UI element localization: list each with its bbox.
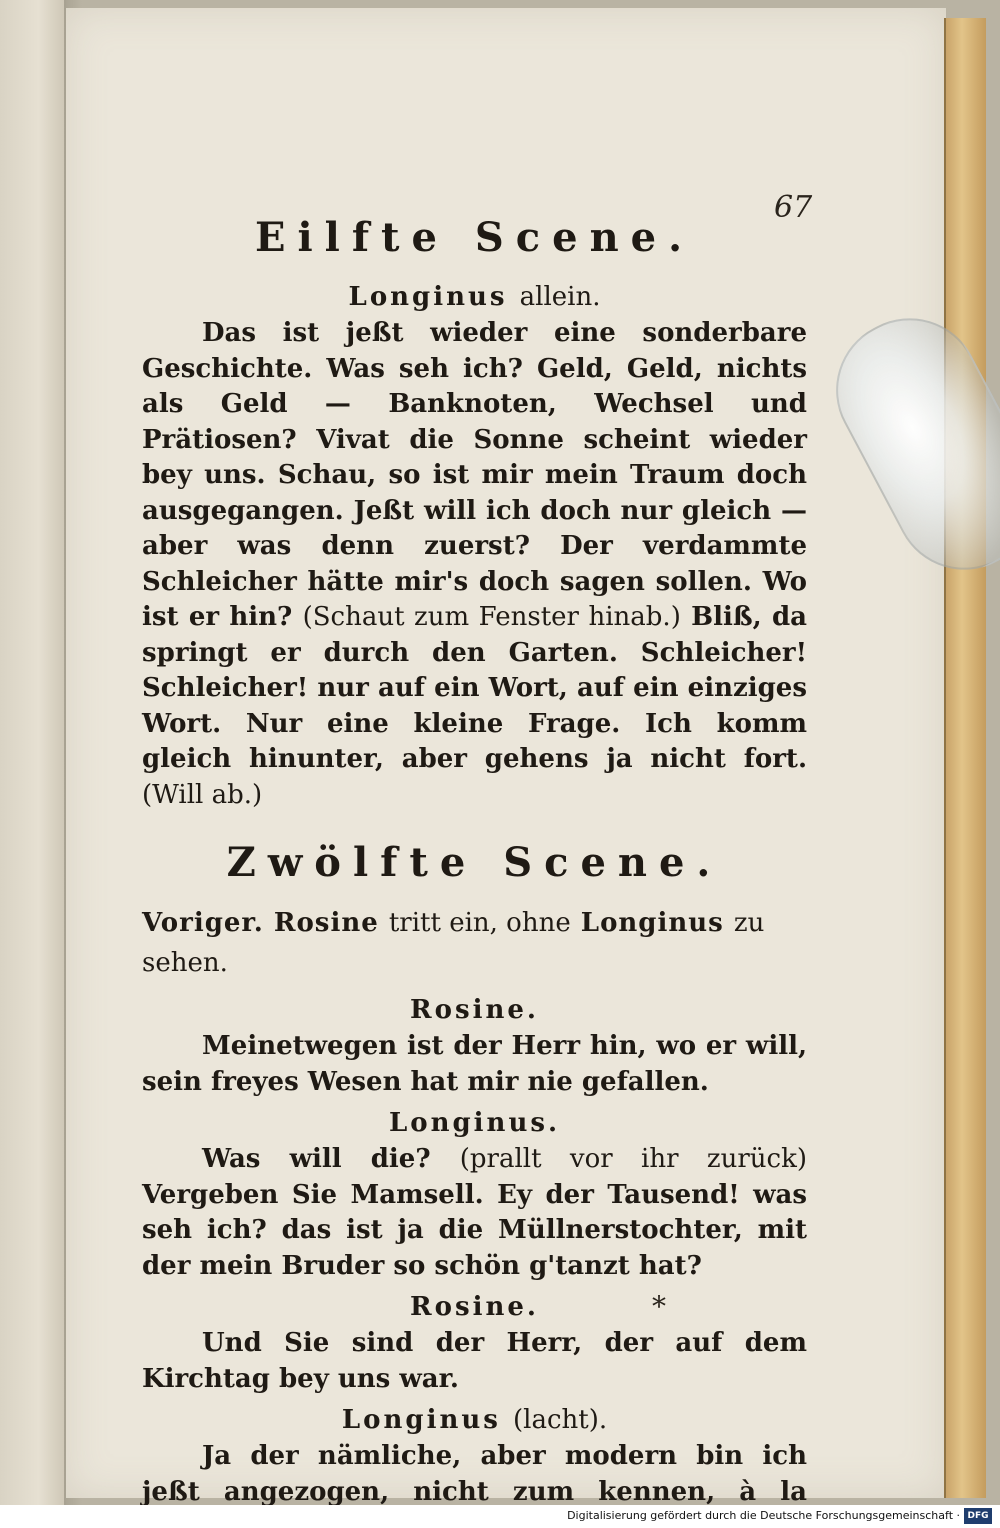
speaker-name: Longinus. [388,1108,561,1138]
signature-mark: * [652,1290,666,1323]
dialogue-paragraph [142,316,807,813]
stage-direction: (prallt vor ihr zurück) [459,1144,807,1174]
dialogue-paragraph: Meinetwegen ist der Herr hin, wo er will, sein freyes Wesen hat mir nie gefallen. [142,1031,807,1097]
cast-line [142,278,807,316]
stage-direction: (lacht). [512,1405,608,1435]
dialogue-text: Bliß, da springt er durch den Garten. Schleicher! Schleicher! nur auf ein Wort, auf ein einziges Wort. Nur eine kleine Frage. Ich komm gleich hinunter, aber gehens ja nicht fort. [142,602,807,774]
dialogue-text: Vergeben Sie Mamsell. Ey der Tausend! was seh ich? das ist ja die Müllnerstochter, mit der mein Bruder so schön g'tanzt hat? [142,1179,807,1281]
character-name: Longinus [348,282,508,312]
stage-direction: zu sehen. [142,908,765,978]
scene-title: Eilfte Scene. [254,214,695,261]
footer-bar [0,1505,1000,1528]
character-name: Voriger. [142,908,264,938]
speaker-name: Rosine. [410,995,539,1025]
cast-line [142,903,807,983]
speaker-name: Longinus [341,1405,501,1435]
stage-direction: tritt ein, ohne [388,908,571,938]
character-name: Rosine [273,908,379,938]
stage-direction: (Will ab.) [142,779,263,810]
dfg-logo: DFG [964,1508,992,1524]
stage-direction: allein. [519,282,601,312]
character-name: Longinus [580,908,724,938]
scene-title: Zwölfte Scene. [226,839,723,886]
dialogue-paragraph: Und Sie sind der Herr, der auf dem Kirchtag bey uns war. [142,1328,807,1394]
dialogue-paragraph [142,1142,807,1284]
page-block-edge [944,18,986,1498]
left-page-edge [0,0,66,1505]
page-number: 67 [774,190,813,225]
dialogue-paragraph: Ja der nämliche, aber modern bin ich jeßt angezogen, nicht zum kennen, à la [142,1441,807,1505]
dialogue-text: Das ist jeßt wieder eine sonderbare Geschichte. Was seh ich? Geld, Geld, nichts als Geld — Banknoten, Wechsel und Prätiosen? Vivat die Sonne scheint wieder bey uns. Schau, so ist mir mein Traum doch ausgegangen. Jeßt will ich doch nur gleich — aber was denn zuerst? Der verdammte Schleicher hätte mir's doch sagen sollen. Wo ist er hin? [142,318,807,632]
speaker-name: Rosine. [410,1292,539,1322]
page-text [142,212,807,1505]
cast-line [142,1401,807,1439]
stage-direction: (Schaut zum Fenster hinab.) [302,602,681,632]
footer-credit: Digitalisierung gefördert durch die Deutsche Forschungsgemeinschaft · [567,1509,960,1522]
dialogue-text: Was will die? [202,1144,431,1174]
